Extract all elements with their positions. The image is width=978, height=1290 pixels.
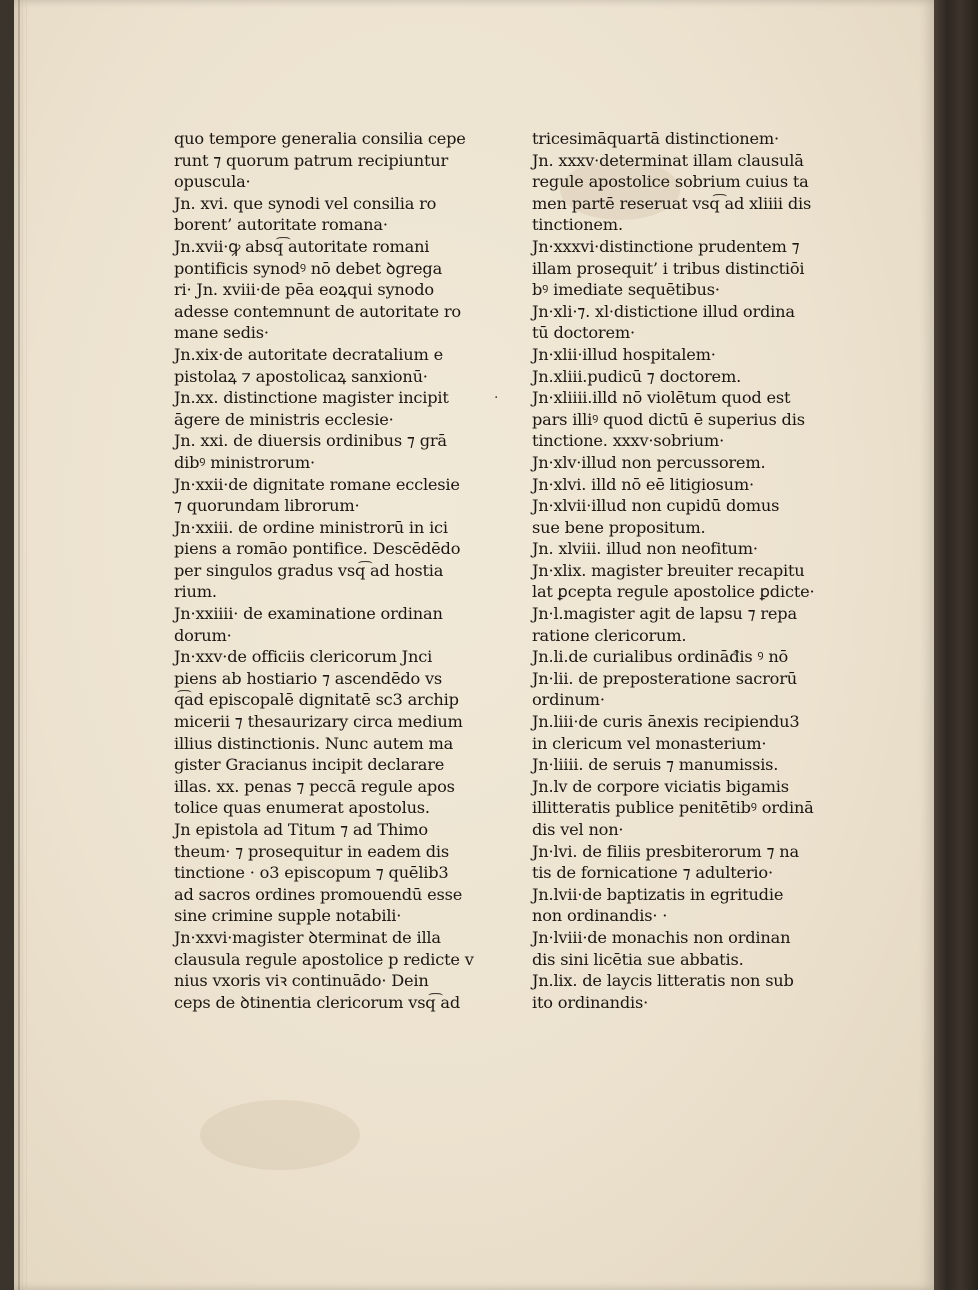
left-text-column (174, 128, 499, 1013)
text-line: tinctionem. (532, 215, 623, 235)
text-line: illas. xx. penas ⁊ peccā regule apos (174, 776, 455, 796)
text-line: Jn.lv de corpore viciatis bigamis (532, 776, 789, 796)
text-line: tricesimāquartā distinctionem· (532, 129, 779, 148)
text-line: regule apostolice sobrium cuius ta (532, 172, 809, 192)
text-line: gister Gracianus incipit declarare (174, 755, 445, 775)
text-line: adesse contemnunt de autoritate ro (174, 301, 461, 321)
text-line: Jn·lvi. de filiis presbiterorum ⁊ na (532, 841, 799, 861)
text-line: men partē reseruat vsq͡ ad xliiii dis (532, 193, 812, 213)
text-line: per singulos gradus vsq͡ ad hostia (174, 560, 444, 580)
text-line: Jn·liiii. de seruis ⁊ manumissis. (532, 755, 779, 775)
text-line: ⁊ quorundam librorum· (174, 496, 360, 516)
text-line: Jn.xliii.pudicū ⁊ doctorem. (532, 366, 742, 386)
leaf-edge-line (26, 0, 27, 1290)
text-line: tū doctorem· (532, 323, 635, 343)
text-line: ad sacros ordines promouendū esse (174, 884, 463, 904)
text-line: Jn·xxiii. de ordine ministrorū in ici (174, 517, 448, 537)
text-line: opuscula· (174, 172, 251, 192)
text-line: dis vel non· (532, 820, 624, 839)
text-line: dorum· (174, 625, 232, 645)
binding-edge (934, 0, 978, 1290)
text-line: Jn·xlii·illud hospitalem· (532, 344, 716, 364)
text-line: sue bene propositum. (532, 517, 706, 537)
text-line: piens a romāo pontifice. Descēdēdo (174, 539, 461, 559)
text-line: quo tempore generalia consilia cepe (174, 129, 466, 148)
text-line: Jn·lviii·de monachis non ordinan (532, 927, 791, 947)
text-line: illitteratis publice penitētibꝰ ordinā (532, 798, 814, 818)
text-line: Jn·xlv·illud non percussorem. (532, 452, 766, 472)
text-line: clausula regule apostolice p redicte v (174, 949, 474, 969)
text-line: ri· Jn. xviii·de pēa eoꝝqui synodo (174, 280, 434, 300)
text-line: tinctione. xxxv·sobrium· (532, 431, 725, 451)
text-line: tinctione · o3 episcopum ⁊ quēlib3 (174, 863, 449, 883)
text-line: tolice quas enumerat apostolus. (174, 798, 430, 818)
text-line: Jn.lix. de laycis litteratis non sub (532, 971, 794, 991)
text-line: pontificis synodꝰ nō debet ꝺgrega (174, 258, 443, 278)
text-line: dis sini licētia sue abbatis. (532, 949, 744, 969)
text-line: pars illiꝰ quod dictū ē superius dis (532, 409, 805, 429)
text-line: Jn·xli·⁊. xl·distictione illud ordina (532, 301, 795, 321)
text-line: runt ⁊ quorum patrum recipiuntur (174, 150, 449, 170)
text-line: Jn·xxvi·magister ꝺterminat de illa (174, 927, 441, 947)
text-line: Jn·lii. de preposteratione sacrorū (532, 668, 797, 688)
text-line: illam prosequit’ i tribus distinctiōi (532, 258, 805, 278)
text-line: Jn·xlvii·illud non cupidū domus (532, 496, 780, 516)
text-line: rium. (174, 582, 217, 602)
text-line: Jn. xxi. de diuersis ordinibus ⁊ grā (174, 431, 447, 451)
text-line: in clericum vel monasterium· (532, 733, 767, 753)
text-line: micerii ⁊ thesaurizary circa medium (174, 712, 463, 732)
text-line: Jn.xix·de autoritate decratalium e (174, 344, 443, 364)
marginal-mark: · (494, 390, 499, 406)
text-line: Jn·xxxvi·distinctione prudentem ⁊ (532, 236, 800, 256)
text-line: borent’ autoritate romana· (174, 215, 388, 235)
page-left-edge (18, 0, 20, 1290)
text-line: mane sedis· (174, 323, 269, 343)
text-line: tis de fornicatione ⁊ adulterio· (532, 863, 773, 883)
text-line: Jn·xlix. magister breuiter recapitu (532, 560, 805, 580)
text-line: Jn.liii·de curis ānexis recipiendu3 (532, 712, 800, 732)
text-line: Jn.xx. distinctione magister incipit (174, 388, 449, 408)
text-line: Jn·xxii·de dignitate romane ecclesie (174, 474, 460, 494)
text-line: Jn. xvi. que synodi vel consilia ro (174, 193, 437, 213)
text-line: ratione clericorum. (532, 625, 687, 645)
text-line: ordinum· (532, 690, 605, 710)
text-line: piens ab hostiario ⁊ ascendēdo vs (174, 668, 443, 688)
text-line: nius vxoris viꝛ continuādo· Dein (174, 971, 429, 991)
text-line: Jn.li.de curialibus ordināđis ꝰ nō (532, 647, 789, 667)
text-line: q͡ad episcopalē dignitatē sc3 archip (174, 690, 459, 710)
text-line: ito ordinandis· (532, 992, 649, 1012)
text-line: Jn. xxxv·determinat illam clausulā (532, 150, 804, 170)
text-line: Jn·xliiii.illd nō violētum quod est (532, 388, 791, 408)
text-line: theum· ⁊ prosequitur in eadem dis (174, 841, 449, 861)
text-line: Jn·l.magister agit de lapsu ⁊ repa (532, 604, 797, 624)
text-line: āgere de ministris ecclesie· (174, 409, 394, 429)
text-line: Jn.xvii·ꝙ absq͡ autoritate romani (174, 236, 430, 256)
text-line: pistolaꝝ ⁊ apostolicaꝝ sanxionū· (174, 366, 428, 386)
text-line: illius distinctionis. Nunc autem ma (174, 733, 454, 753)
text-line: bꝰ imediate sequētibus· (532, 280, 720, 300)
text-line: Jn·xxiiii· de examinatione ordinan (174, 604, 443, 624)
text-line: Jn·xlvi. illd nō eē litigiosum· (532, 474, 754, 494)
text-line: Jn·xxv·de officiis clericorum Jnci (174, 647, 433, 667)
right-text-column (532, 128, 842, 1013)
leaf-edge-line (22, 0, 23, 1290)
text-line: non ordinandis· · (532, 906, 668, 926)
text-line: sine crimine supple notabili· (174, 906, 402, 926)
text-line: ceps de ꝺtinentia clericorum vsq͡ ad (174, 992, 461, 1012)
text-line: Jn.lvii·de baptizatis in egritudie (532, 884, 784, 904)
text-line: lat ꝑcepta regule apostolice ꝑdicte· (532, 582, 815, 602)
paper-stain (200, 1100, 360, 1170)
text-line: Jn. xlviii. illud non neofitum· (532, 539, 758, 559)
text-line: Jn epistola ad Titum ⁊ ad Thimo (174, 820, 428, 839)
text-line: dibꝰ ministrorum· (174, 452, 315, 472)
